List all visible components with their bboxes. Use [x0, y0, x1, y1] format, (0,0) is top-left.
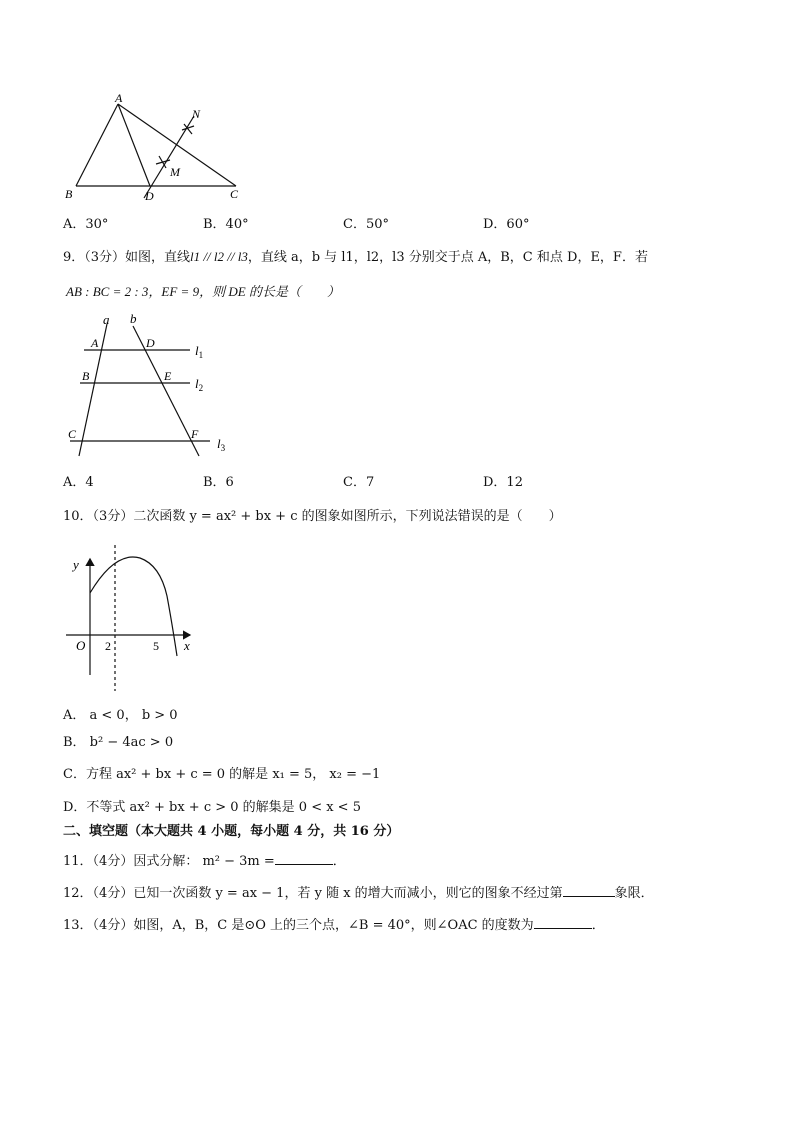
q11: [63, 852, 346, 870]
label-point-e: E: [164, 369, 172, 383]
label-y: y: [73, 557, 79, 572]
q13-answer-blank: [534, 916, 592, 929]
label-d: D: [145, 189, 154, 203]
q13: [63, 916, 605, 934]
side-ab: [76, 104, 118, 186]
q9-line1-rest: ，直线 a，b 与 l1，l2，l3 分别交于点 A，B，C 和点 D，E，F．若: [247, 250, 648, 265]
q8-option-c: C．50°: [343, 217, 389, 232]
label-b: B: [65, 187, 73, 201]
q9-stem-line1: [63, 249, 648, 266]
q9-prefix: 9．（3分）如图，直线: [63, 250, 191, 265]
label-m: M: [170, 165, 180, 179]
q9-option-c: C．7: [343, 475, 375, 490]
q8-option-b: B．40°: [203, 217, 249, 232]
q9-stem-line2: AB : BC = 2 : 3，EF = 9，则 DE 的长是（ ）: [66, 284, 340, 299]
label-l3: $l_3$: [217, 436, 226, 453]
label-l1: $l_1$: [195, 343, 204, 360]
q11-end: ．: [332, 854, 346, 869]
label-o: O: [76, 638, 86, 653]
label-l2: $l_2$: [195, 376, 204, 393]
q8-option-d: D．60°: [483, 217, 530, 232]
parallel-lines-figure: [60, 310, 240, 458]
q9-parallel: l1 // l2 // l3: [190, 249, 248, 264]
q10-option-a: A． a < 0， b > 0: [63, 708, 178, 723]
label-point-a: A: [91, 336, 99, 350]
label-line-a: a: [103, 312, 110, 327]
q12-answer-blank: [563, 884, 615, 897]
label-point-c: C: [68, 427, 77, 441]
q10-option-b: B． b² − 4ac > 0: [63, 735, 174, 750]
label-x: x: [184, 638, 190, 653]
segment-ad: [118, 104, 150, 186]
label-n: N: [192, 107, 201, 121]
label-point-f: F: [191, 427, 199, 441]
q13-end: ．: [591, 918, 605, 933]
q11-answer-blank: [275, 852, 333, 865]
q9-option-a: A．4: [63, 475, 94, 490]
q10-stem: 10．（3分）二次函数 y = ax² + bx + c 的图象如图所示，下列说法错误的是（ ）: [63, 509, 562, 524]
q13-text: 13．（4分）如图，A，B，C 是⊙O 上的三个点，∠B = 40°，则∠OAC 的度数为: [63, 918, 534, 933]
q9-option-b: B．6: [203, 475, 234, 490]
q9-option-d: D．12: [483, 475, 523, 490]
tick-2: 2: [105, 639, 111, 653]
triangle-figure: [60, 92, 260, 204]
line-b: [133, 326, 199, 456]
label-a: A: [115, 92, 123, 105]
section-2-title: 二、填空题（本大题共 4 小题，每小题 4 分，共 16 分）: [63, 824, 400, 839]
q10-option-c: C．方程 ax² + bx + c = 0 的解是 x₁ = 5， x₂ = −1: [63, 767, 381, 782]
q10-option-d: D．不等式 ax² + bx + c > 0 的解集是 0 < x < 5: [63, 800, 361, 815]
q8-option-a: A．30°: [63, 217, 109, 232]
q12-text: 12．（4分）已知一次函数 y = ax − 1，若 y 随 x 的增大而减小，则它的图象不经过第: [63, 886, 563, 901]
parabola-figure: [62, 543, 202, 693]
label-point-d: D: [146, 336, 155, 350]
label-line-b: b: [130, 311, 137, 326]
q11-text: 11．（4分）因式分解： m² − 3m =: [63, 854, 275, 869]
q12-end: 象限．: [614, 886, 654, 901]
parabola-curve: [90, 557, 177, 656]
tick-5: 5: [153, 639, 159, 653]
label-point-b: B: [82, 369, 90, 383]
q12: [63, 884, 654, 902]
label-c: C: [230, 187, 239, 201]
